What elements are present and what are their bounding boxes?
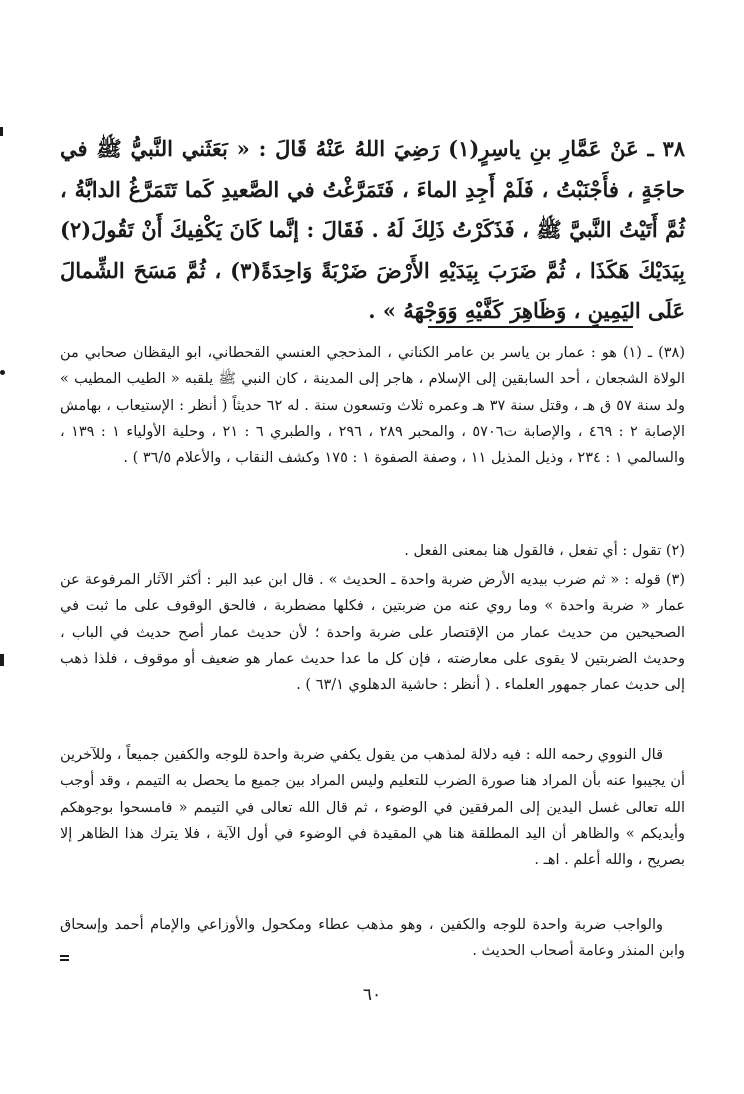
margin-mark [0,127,3,136]
footnote-38-biography: (٣٨) ـ (١) هو : عمار بن ياسر بن عامر الكناني ، المذحجي العنسي القحطاني، ابو اليقظان صحابي من الولاة الشجعان ، أحد السابقين إلى الإسلام ، هاجر إلى المدينة ، كان النبي ﷺ يلقبه « الطيب المطيب » ولد سنة ٥٧ ق هـ ، وقتل سنة ٣٧ هـ وعمره ثلاث وتسعون سنة . له ٦٢ حديثاً ( أنظر : الإستيعاب ، بهامش الإصابة ٢ : ٤٦٩ ، والإصابة ت٥٧٠٦ ، والمحبر ٢٨٩ ، ٢٩٦ ، والطبري ٦ : ٢١ ، وحلية الأولياء ١ : ١٣٩ ، والسالمي ١ : ٢٣٤ ، وذيل المذيل ١١ ، وصفة الصفوة ١ : ١٧٥ وكشف النقاب ، والأعلام ٣٦/٥ ) . [60,345,686,467]
footnote-2: (٢) تقول : أي تفعل ، فالقول هنا بمعنى الفعل . [404,543,685,559]
margin-mark [0,654,4,666]
margin-mark [0,370,5,375]
footnote-3: (٣) قوله : « ثم ضرب بيديه الأرض ضربة واحدة ـ الحديث » . قال ابن عبد البر : أكثر الآثار المرفوعة عن عمار « ضربة واحدة » وما روي عنه من ضربتين ، فكلها مضطربة ، فالحق الوقوف على ما ثبت في الصحيحين من حديث عمار من الإقتصار على ضربة واحدة ؛ لأن حديث عمار أصح حديث في الباب ، وحديث الضربتين لا يقوى على معارضته ، فإن كل ما عدا حديث عمار هو ضعيف أو موقوف ، فلذا ذهب إلى حديث عمار جمهور العلماء . ( أنظر : حاشية الدهلوي ٦٣/١ ) . [60,572,685,694]
footnote-nawawi-quote: قال النووي رحمه الله : فيه دلالة لمذهب من يقول يكفي ضربة واحدة للوجه والكفين جميعاً ، وللآخرين أن يجيبوا عنه بأن المراد هنا صورة الضرب للتعليم وليس المراد بين جميع ما يحصل به التيمم ، وقد أوجب الله تعالى غسل اليدين إلى المرفقين في الوضوء ، ثم قال الله تعالى في التيمم « فامسحوا بوجوهكم وأيديكم » والظاهر أن اليد المطلقة هنا هي المقيدة في الوضوء في أول الآية ، فلا يترك هذا الظاهر إلا بصريح ، والله أعلم . اهـ . [60,747,685,869]
footnote-wajib-paragraph: والواجب ضربة واحدة للوجه والكفين ، وهو مذهب عطاء ومكحول والأوزاعي والإمام أحمد وإسحاق وابن المنذر وعامة أصحاب الحديث . [60,917,685,960]
footnote-separator [428,326,633,328]
page-number: ٦٠ [362,985,382,1005]
hadith-text: ٣٨ ـ عَنْ عَمَّارِ بنِ ياسِرٍ(١) رَضِيَ اللهُ عَنْهُ قَالَ : « بَعَثَني النَّبيُّ ﷺ في حاجَةٍ ، فأَجْنَبْتُ ، فَلَمْ أَجِدِ الماءَ ، فَتَمَرَّغْتُ في الصَّعيدِ كَما تَتَمَرَّغُ الدابَّةُ ، ثُمَّ أَتَيْتُ النَّبيَّ ﷺ ، فَذَكَرْتُ ذَلِكَ لَهُ . فَقَالَ : إنَّما كَانَ يَكْفِيكَ أَنْ تَقُولَ(٢) بِيَدَيْكَ هَكَذَا ، ثُمَّ ضَرَبَ بِيَدَيْهِ الأَرْضَ ضَرْبَةً وَاحِدَةً(٣) ، ثُمَّ مَسَحَ الشِّمالَ عَلَى اليَمِينِ ، وَظَاهِرَ كَفَّيْهِ وَوَجْهَهُ » . [60,136,685,323]
